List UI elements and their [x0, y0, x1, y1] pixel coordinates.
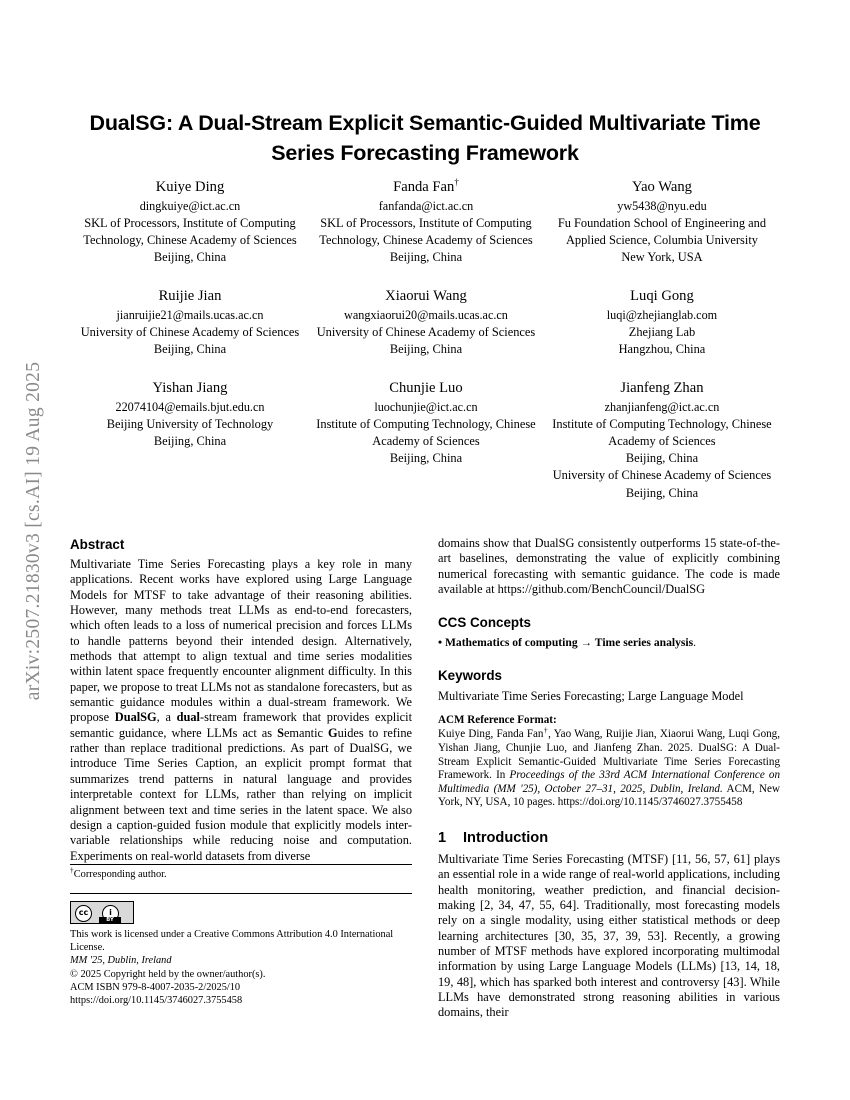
author-entry [308, 287, 544, 358]
author-affiliation: Fu Foundation School of Engineering and Applied Science, Columbia University [557, 215, 767, 247]
author-location: Beijing, China [389, 250, 463, 264]
author-entry [544, 178, 780, 266]
left-column [70, 536, 412, 864]
author-entry [544, 379, 780, 502]
author-block [72, 178, 780, 502]
spacer [438, 650, 780, 667]
author-location: Beijing, China [153, 250, 227, 264]
cc-person-circle-icon: i [102, 905, 119, 922]
author-entry [72, 287, 308, 358]
acm-reference-dagger: † [543, 725, 549, 735]
abstract-part-2: , a [156, 710, 177, 725]
spacer [72, 358, 780, 379]
author-location-secondary: Beijing, China [625, 485, 699, 500]
acm-reference-heading: ACM Reference Format: [438, 714, 557, 727]
page-title: DualSG: A Dual-Stream Explicit Semantic-Guided Multivariate Time Series Forecasting Framework [89, 111, 761, 165]
author-location: Beijing, China [153, 342, 227, 356]
author-name: Ruijie Jian [158, 288, 222, 305]
introduction-heading [438, 829, 780, 848]
footnote-block [70, 864, 412, 881]
footnote-text: Corresponding author. [73, 869, 167, 880]
footnote-rule [70, 864, 412, 865]
license-doi: https://doi.org/10.1145/3746027.3755458 [70, 995, 243, 1007]
arxiv-stamp [0, 0, 68, 1100]
author-affiliation: Institute of Computing Technology, Chinese Academy of Sciences [552, 416, 772, 448]
author-entry [308, 178, 544, 266]
keywords-heading: Keywords [438, 668, 502, 684]
abstract-heading: Abstract [70, 537, 125, 552]
author-location: Beijing, China [153, 434, 227, 448]
author-location: Beijing, China [625, 451, 699, 466]
author-email: yw5438@nyu.edu [617, 199, 707, 213]
acm-reference-authors: Kuiye Ding, Fanda Fan [438, 728, 544, 741]
author-email: dingkuiye@ict.ac.cn [139, 199, 241, 213]
ccs-concepts-heading: CCS Concepts [438, 615, 532, 631]
author-entry [72, 379, 308, 502]
author-location: New York, USA [621, 250, 703, 264]
section-title: Introduction [463, 829, 549, 846]
arxiv-stamp-text: arXiv:2507.21830v3 [cs.AI] 19 Aug 2025 [23, 361, 44, 701]
author-row [72, 379, 780, 502]
author-row [72, 287, 780, 358]
ccs-concepts-period: . [693, 636, 697, 650]
license-block [70, 893, 412, 1007]
author-entry [544, 287, 780, 358]
footnote-corresponding-author [70, 865, 412, 881]
section-number: 1 [438, 829, 447, 846]
author-name: Kuiye Ding [155, 179, 225, 195]
license-copyright: © 2025 Copyright held by the owner/author(s). [70, 968, 266, 980]
acm-reference-authors-cont: , Yao Wang, Ruijie Jian, Xiaorui Wang, Luqi Gong, Yishan Jiang, Chunjie Luo, and Jianfeng Zhan. 2025. DualSG: A Dual-Stream Explicit Semantic-Guided Multivariate Time Series Forecasting Framework. In [438, 728, 781, 782]
author-affiliation: Beijing University of Technology [106, 416, 274, 431]
ccs-concepts-line [438, 635, 780, 650]
author-email: 22074104@emails.bjut.edu.cn [115, 400, 265, 415]
abstract-part-4: emantic [283, 725, 328, 740]
author-affiliation: University of Chinese Academy of Sciences [316, 324, 536, 339]
acm-reference-proceedings: Proceedings of the 33rd ACM International Conference on Multimedia (MM '25), October 27–31, 2025, Dublin, Ireland. [438, 769, 781, 795]
abstract-text [70, 557, 412, 864]
license-line-1: This work is licensed under a Creative Commons Attribution 4.0 International License. [70, 929, 394, 954]
author-email: jianruijie21@mails.ucas.ac.cn [116, 308, 264, 323]
right-column [438, 536, 780, 1021]
author-email: wangxiaorui20@mails.ucas.ac.cn [344, 308, 508, 323]
author-name: Luqi Gong [630, 288, 694, 305]
keywords-text: Multivariate Time Series Forecasting; Large Language Model [438, 689, 744, 704]
author-name: Xiaorui Wang [385, 288, 467, 305]
author-affiliation: SKL of Processors, Institute of Computing Technology, Chinese Academy of Sciences [319, 215, 533, 247]
author-affiliation: SKL of Processors, Institute of Computing Technology, Chinese Academy of Sciences [83, 215, 297, 247]
author-affiliation-secondary: University of Chinese Academy of Sciences [552, 468, 772, 483]
author-location: Beijing, China [389, 451, 463, 466]
author-email: luqi@zhejianglab.com [606, 308, 718, 323]
footnote-dagger: † [70, 865, 74, 875]
author-affiliation: Zhejiang Lab [628, 324, 696, 339]
abstract-bold-dualsg: DualSG [114, 710, 157, 725]
author-location: Beijing, China [389, 342, 463, 356]
abstract-part-1: Multivariate Time Series Forecasting plays a key role in many applications. Recent works have explored using Large Language Models for MTSF to take advantage of their reasoning abilities. However, many methods treat LLMs as end-to-end forecasters, which often leads to a loss of numerical precision and forces LLMs to handle patterns beyond their intended design. Alternatively, methods that attempt to align textual and time series modalities within latent space frequently encounter alignment difficulty. In this paper, we propose to treat LLMs not as standalone forecasters, but as semantic guidance modules within a dual-stream framework. We propose [70, 557, 412, 725]
ccs-concepts-text: • Mathematics of computing → Time series analysis [438, 636, 694, 650]
author-name: Yao Wang [632, 179, 692, 195]
introduction-text: Multivariate Time Series Forecasting (MTSF) [11, 56, 57, 61] plays an essential role in a wide range of real-world applications, including health monitoring, weather prediction, and financial decision-making [2, 34, 47, 55, 64]. Traditionally, most forecasting models rely on a single modality, using either statistical methods or deep learning architectures [30, 35, 37, 39, 53]. Recently, a growing number of MTSF methods have explored incorporating multimodal information by using Large Language Models (LLMs) [13, 14, 18, 19, 48], which has sparked both interest and controversy [43]. While LLMs have demonstrated strong reasoning abilities in various domains, their [438, 851, 780, 1020]
abstract-bold-g: G [328, 725, 338, 740]
license-rule [70, 893, 412, 894]
author-entry [308, 379, 544, 502]
abstract-bold-dual: dual [176, 710, 200, 725]
corresponding-dagger: † [454, 177, 459, 188]
author-affiliation: Institute of Computing Technology, Chinese Academy of Sciences [316, 416, 536, 448]
author-entry [72, 178, 308, 266]
spacer [72, 266, 780, 287]
author-name: Chunjie Luo [389, 380, 463, 397]
acm-reference-tail: ACM, New York, NY, USA, 10 pages. https://doi.org/10.1145/3746027.3755458 [438, 782, 780, 809]
author-affiliation: University of Chinese Academy of Sciences [80, 324, 300, 339]
creative-commons-badge-icon [70, 901, 134, 924]
author-name: Jianfeng Zhan [620, 380, 704, 397]
abstract-continuation: domains show that DualSG consistently outperforms 15 state-of-the-art baselines, demonstrating the value of explicitly combining numerical forecasting with semantic guidance. The code is made available at https://github.com/BenchCouncil/DualSG [438, 536, 780, 597]
author-email: fanfanda@ict.ac.cn [378, 199, 474, 213]
author-name: Fanda Fan† [393, 177, 459, 195]
abstract-part-3: -stream framework that provides explicit semantic guidance, where LLMs act as [70, 710, 413, 740]
cc-by-label: BY [99, 917, 121, 923]
spacer [438, 597, 780, 614]
acm-reference-text [438, 725, 781, 810]
author-email: luochunjie@ict.ac.cn [374, 400, 478, 415]
author-name: Yishan Jiang [152, 380, 228, 397]
spacer [438, 810, 780, 829]
author-row [72, 178, 780, 266]
author-email: zhanjianfeng@ict.ac.cn [604, 400, 720, 415]
license-venue: MM '25, Dublin, Ireland [70, 955, 172, 967]
license-isbn: ACM ISBN 979-8-4007-2035-2/2025/10 [70, 981, 241, 993]
cc-circle-icon: cc [75, 905, 92, 922]
author-location: Hangzhou, China [618, 342, 706, 356]
abstract-bold-s: S [277, 725, 284, 740]
abstract-part-5: uides to refine rather than replace traditional predictions. As part of DualSG, we introduce Time Series Caption, an explicit prompt format that summarizes trend patterns in natural language and provides interpretable context for LLMs, rather than relying on implicit alignment between text and time series in the latent space. We also design a caption-guided fusion module that explicitly models inter-variable relationships while reducing noise and computation. Experiments on real-world datasets from diverse [70, 725, 413, 863]
